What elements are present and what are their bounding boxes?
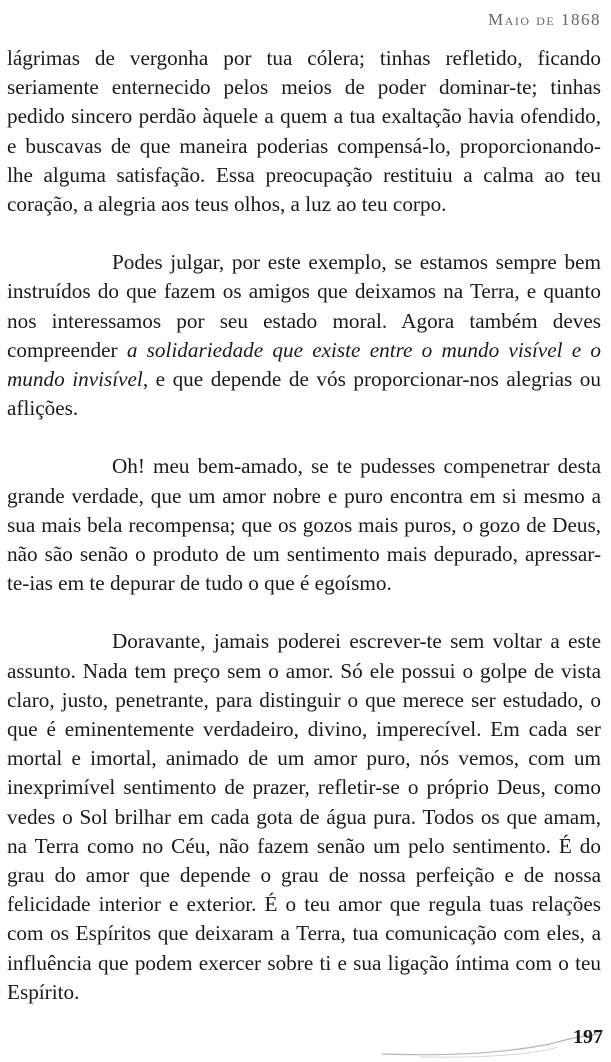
page-body xyxy=(7,44,601,1007)
paragraph-3-text: Oh! meu bem-amado, se te pudesses compenetrar desta grande verdade, que um amor nobre e puro encontra em si mesmo a sua mais bela recompensa; que os gozos mais puros, o gozo de Deus, não são senão o produto de um sentimento mais depurado, apressar-te-ias em te depurar de tudo o que é egoísmo. xyxy=(7,454,601,596)
paragraph-4 xyxy=(7,627,601,1007)
paragraph-2-text-start: Podes julgar, por este exemplo, se estamos sempre bem instruídos do que fazem os amigos que deixamos na Terra, e quanto nos interessamos por seu estado moral. Agora também deves compreender xyxy=(7,250,601,362)
running-header: Maio de 1868 xyxy=(488,10,601,29)
paragraph-4-text: Doravante, jamais poderei escrever-te sem voltar a este assunto. Nada tem preço sem o amor. Só ele possui o golpe de vista claro, justo, penetrante, para distinguir o que merece ser estudado, o que é eminentemente verdadeiro, divino, imperecível. Em cada ser mortal e imortal, animado de um amor puro, nós vemos, com um inexprimível sentimento de prazer, refletir-se o próprio Deus, como vedes o Sol brilhar em cada gota de água pura. Todos os que amam, na Terra como no Céu, não fazem senão um pelo sentimento. É do grau do amor que depende o grau de nossa perfeição e de nossa felicidade interior e exterior. É o teu amor que regula tuas relações com os Espíritos que deixaram a Terra, tua comunicação com eles, a influência que podem exercer sobre ti e sua ligação íntima com o teu Espírito. xyxy=(7,629,601,1004)
paragraph-3 xyxy=(7,452,601,598)
page-number: 197 xyxy=(573,1026,603,1048)
paragraph-2 xyxy=(7,248,601,423)
paragraph-2-text-end: , e que depende de vós proporcionar-nos alegrias ou aflições. xyxy=(7,367,601,421)
paragraph-1-text: lágrimas de vergonha por tua cólera; tinhas refletido, ficando seriamente enternecido pelos meios de poder dominar-te; tinhas pedido sincero perdão àquele a quem a tua exaltação havia ofendido, e buscavas de que maneira poderias compensá-lo, proporcionando-lhe alguma satisfação. Essa preocupação restituiu a calma ao teu coração, a alegria aos teus olhos, a luz ao teu corpo. xyxy=(7,46,601,217)
paragraph-1 xyxy=(7,44,601,219)
paragraph-2-italic-phrase: a solidariedade que existe entre o mundo visível e o mundo invisível xyxy=(7,337,601,392)
